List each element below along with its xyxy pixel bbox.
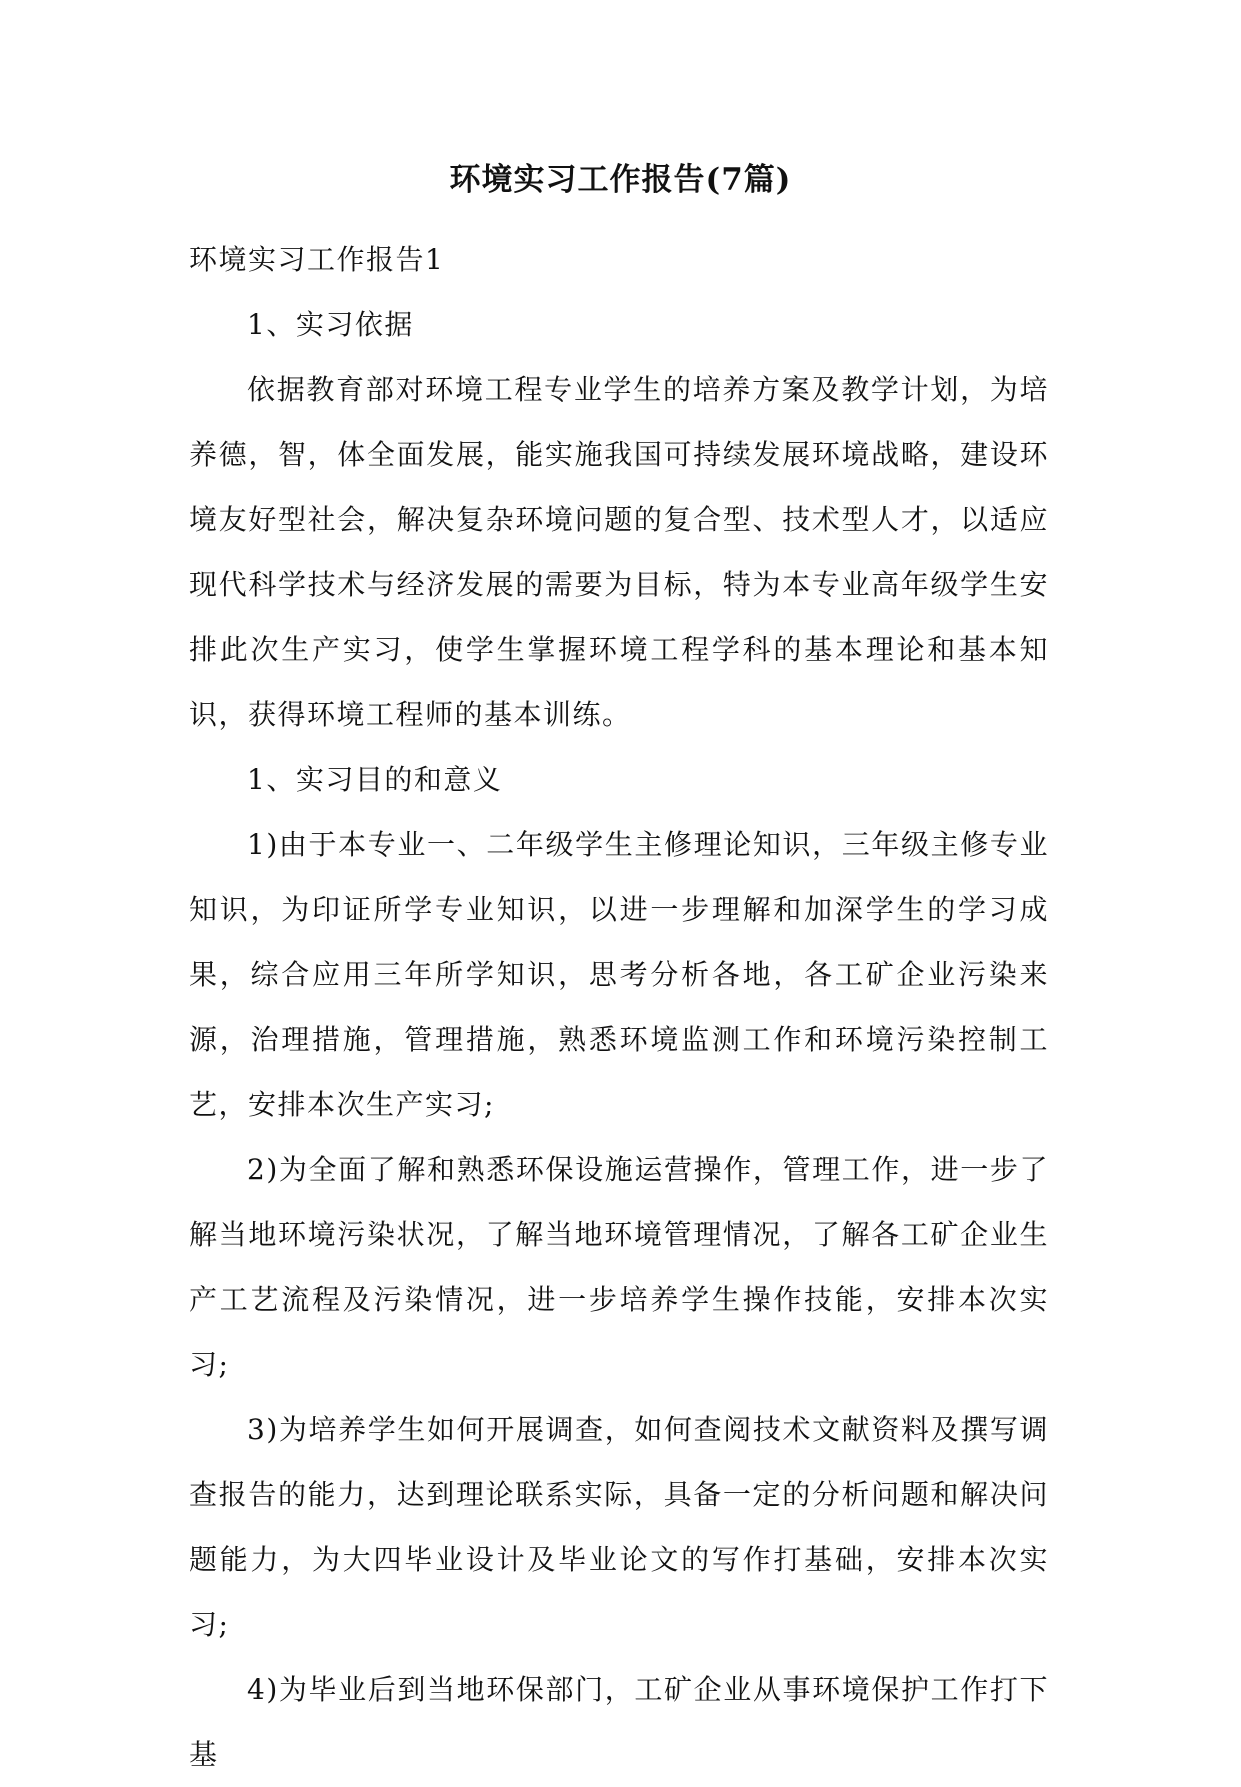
heading-purpose-significance: 1、实习目的和意义: [247, 763, 503, 796]
document-body: [189, 227, 1049, 1787]
paragraph-purpose-3: 3)为培养学生如何开展调查，如何查阅技术文献资料及撰写调查报告的能力，达到理论联系实际，具备一定的分析问题和解决问题能力，为大四毕业设计及毕业论文的写作打基础，安排本次实习;: [189, 1413, 1049, 1641]
section-heading-report-1: 环境实习工作报告1: [189, 243, 445, 276]
heading-internship-basis: 1、实习依据: [247, 308, 414, 341]
paragraph-purpose-1: 1)由于本专业一、二年级学生主修理论知识，三年级主修专业知识，为印证所学专业知识，以进一步理解和加深学生的学习成果，综合应用三年所学知识，思考分析各地，各工矿企业污染来源，治理措施，管理措施，熟悉环境监测工作和环境污染控制工艺，安排本次生产实习;: [189, 828, 1049, 1121]
paragraph-purpose-2: 2)为全面了解和熟悉环保设施运营操作，管理工作，进一步了解当地环境污染状况，了解当地环境管理情况，了解各工矿企业生产工艺流程及污染情况，进一步培养学生操作技能，安排本次实习;: [189, 1153, 1049, 1381]
document-title: 环境实习工作报告(7篇): [449, 162, 792, 198]
paragraph-basis: 依据教育部对环境工程专业学生的培养方案及教学计划，为培养德，智，体全面发展，能实施我国可持续发展环境战略，建设环境友好型社会，解决复杂环境问题的复合型、技术型人才，以适应现代科学技术与经济发展的需要为目标，特为本专业高年级学生安排此次生产实习，使学生掌握环境工程学科的基本理论和基本知识，获得环境工程师的基本训练。: [189, 373, 1049, 731]
paragraph-purpose-4: 4)为毕业后到当地环保部门，工矿企业从事环境保护工作打下基: [189, 1673, 1049, 1771]
